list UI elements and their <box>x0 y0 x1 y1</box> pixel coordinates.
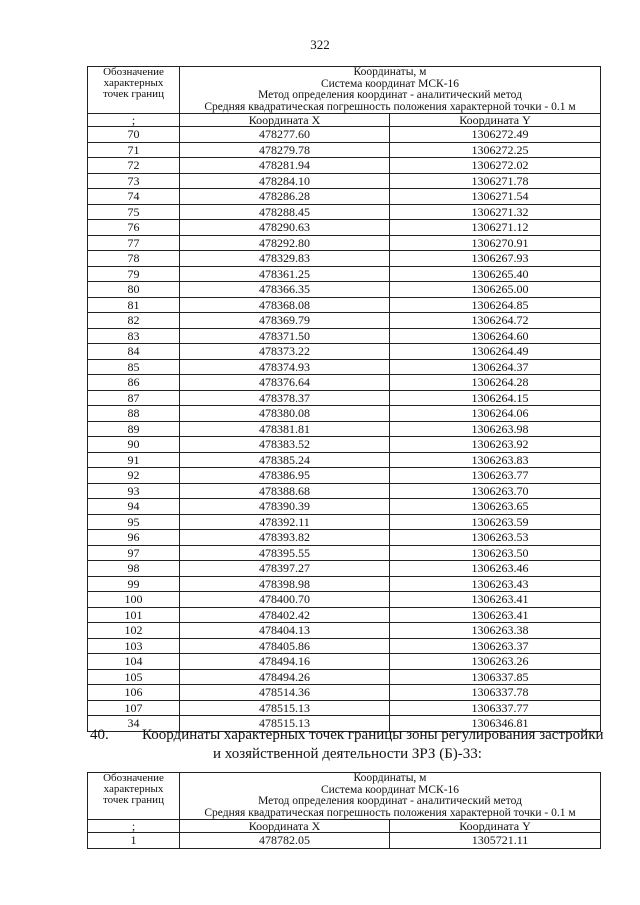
point-designation-header-line: характерных <box>103 783 164 795</box>
coordinate-x: 478397.27 <box>180 561 390 577</box>
point-number: 85 <box>88 359 180 375</box>
coordinates-header-line: Средняя квадратическая погрешность положения характерной точки - 0.1 м <box>204 100 576 113</box>
table-row <box>88 561 601 577</box>
point-number: 72 <box>88 158 180 174</box>
colon-cell: ; <box>88 820 180 833</box>
point-number: 77 <box>88 235 180 251</box>
table-row <box>88 499 601 515</box>
coordinate-x: 478388.68 <box>180 483 390 499</box>
point-number: 98 <box>88 561 180 577</box>
coordinate-y: 1306337.78 <box>390 685 601 701</box>
coordinate-y: 1306263.65 <box>390 499 601 515</box>
coordinate-x: 478398.98 <box>180 576 390 592</box>
coordinate-x: 478782.05 <box>180 833 390 849</box>
point-number: 83 <box>88 328 180 344</box>
coordinate-y: 1306271.78 <box>390 173 601 189</box>
table-row <box>88 297 601 313</box>
coordinate-y: 1306272.02 <box>390 158 601 174</box>
colon-cell: ; <box>88 114 180 127</box>
coordinate-y: 1306263.50 <box>390 545 601 561</box>
coordinate-y: 1306263.83 <box>390 452 601 468</box>
table-row <box>88 344 601 360</box>
coordinate-y: 1306264.15 <box>390 390 601 406</box>
section-title-line2: и хозяйственной деятельности ЗРЗ (Б)-33: <box>213 746 482 762</box>
point-number: 91 <box>88 452 180 468</box>
table-row <box>88 514 601 530</box>
coordinate-x: 478404.13 <box>180 623 390 639</box>
coordinate-x: 478494.16 <box>180 654 390 670</box>
table-row <box>88 576 601 592</box>
table-row <box>88 158 601 174</box>
point-number: 82 <box>88 313 180 329</box>
point-number: 34 <box>88 716 180 732</box>
coordinate-x: 478286.28 <box>180 189 390 205</box>
coordinate-y: 1306264.72 <box>390 313 601 329</box>
x-column-header: Координата X <box>180 114 390 127</box>
section-title-line1: Координаты характерных точек границы зоны регулирования застройки <box>142 727 604 743</box>
point-designation-header-line: характерных <box>103 77 164 89</box>
table-row <box>88 282 601 298</box>
table-row <box>88 375 601 391</box>
x-column-header: Координата X <box>180 820 390 833</box>
coordinate-x: 478369.79 <box>180 313 390 329</box>
coordinates-header-line: Система координат МСК-16 <box>320 77 460 90</box>
point-number: 100 <box>88 592 180 608</box>
coordinate-x: 478376.64 <box>180 375 390 391</box>
point-number: 88 <box>88 406 180 422</box>
table-row <box>88 452 601 468</box>
table-row <box>88 468 601 484</box>
table-row <box>88 483 601 499</box>
point-number: 96 <box>88 530 180 546</box>
coordinate-y: 1306263.41 <box>390 607 601 623</box>
coordinates-header-line: Метод определения координат - аналитический метод <box>258 89 522 101</box>
table-row <box>88 127 601 143</box>
coordinate-y: 1306346.81 <box>390 716 601 732</box>
coordinate-x: 478393.82 <box>180 530 390 546</box>
coordinate-y: 1306263.41 <box>390 592 601 608</box>
coordinate-x: 478390.39 <box>180 499 390 515</box>
coordinate-y: 1306263.77 <box>390 468 601 484</box>
table-row <box>88 421 601 437</box>
point-number: 1 <box>88 833 180 849</box>
section-number: 40. <box>90 727 109 743</box>
coordinate-y: 1306263.37 <box>390 638 601 654</box>
point-number: 74 <box>88 189 180 205</box>
coordinate-y: 1306265.00 <box>390 282 601 298</box>
point-designation-header-line: точек границ <box>103 88 164 100</box>
point-designation-header-line: Обозначение <box>103 772 164 784</box>
coordinate-x: 478371.50 <box>180 328 390 344</box>
coordinate-x: 478368.08 <box>180 297 390 313</box>
coordinate-x: 478329.83 <box>180 251 390 267</box>
coordinate-y: 1306270.91 <box>390 235 601 251</box>
coordinate-x: 478405.86 <box>180 638 390 654</box>
table-row <box>88 530 601 546</box>
coordinate-y: 1306271.32 <box>390 204 601 220</box>
coordinate-x: 478279.78 <box>180 142 390 158</box>
table-row <box>88 638 601 654</box>
coordinate-y: 1306264.60 <box>390 328 601 344</box>
table-row <box>88 437 601 453</box>
coordinates-header-line: Координаты, м <box>353 66 427 78</box>
point-number: 73 <box>88 173 180 189</box>
coordinate-x: 478361.25 <box>180 266 390 282</box>
coordinate-y: 1306263.43 <box>390 576 601 592</box>
page-number: 322 <box>310 37 330 52</box>
table-row <box>88 220 601 236</box>
coordinate-y: 1306263.92 <box>390 437 601 453</box>
table-row <box>88 623 601 639</box>
table-row <box>88 142 601 158</box>
table-row <box>88 390 601 406</box>
coordinate-y: 1306271.12 <box>390 220 601 236</box>
coordinates-header-line: Средняя квадратическая погрешность положения характерной точки - 0.1 м <box>204 806 576 819</box>
table-row <box>88 204 601 220</box>
coordinate-y: 1306263.53 <box>390 530 601 546</box>
coordinate-x: 478380.08 <box>180 406 390 422</box>
coordinate-x: 478288.45 <box>180 204 390 220</box>
point-number: 106 <box>88 685 180 701</box>
table-row <box>88 313 601 329</box>
table-row <box>88 406 601 422</box>
coordinate-y: 1306265.40 <box>390 266 601 282</box>
point-number: 103 <box>88 638 180 654</box>
coordinate-y: 1306263.98 <box>390 421 601 437</box>
table-row <box>88 173 601 189</box>
point-number: 107 <box>88 700 180 716</box>
point-designation-header-line: Обозначение <box>103 66 164 78</box>
table-row <box>88 545 601 561</box>
point-number: 94 <box>88 499 180 515</box>
table-row <box>88 700 601 716</box>
point-number: 102 <box>88 623 180 639</box>
coordinate-y: 1306264.06 <box>390 406 601 422</box>
coordinate-x: 478386.95 <box>180 468 390 484</box>
point-designation-header <box>88 773 180 820</box>
coordinate-x: 478515.13 <box>180 700 390 716</box>
coordinate-x: 478366.35 <box>180 282 390 298</box>
coordinate-x: 478514.36 <box>180 685 390 701</box>
table-row <box>88 266 601 282</box>
coordinate-y: 1306264.28 <box>390 375 601 391</box>
point-number: 75 <box>88 204 180 220</box>
y-column-header: Координата Y <box>390 114 601 127</box>
coordinate-x: 478494.26 <box>180 669 390 685</box>
table-row <box>88 251 601 267</box>
coordinate-y: 1306337.77 <box>390 700 601 716</box>
coordinate-x: 478378.37 <box>180 390 390 406</box>
coordinate-x: 478284.10 <box>180 173 390 189</box>
table-row <box>88 359 601 375</box>
point-number: 89 <box>88 421 180 437</box>
point-number: 86 <box>88 375 180 391</box>
coordinates-header-line: Метод определения координат - аналитический метод <box>258 795 522 807</box>
coordinate-y: 1306264.49 <box>390 344 601 360</box>
coordinate-x: 478385.24 <box>180 452 390 468</box>
point-number: 93 <box>88 483 180 499</box>
point-number: 90 <box>88 437 180 453</box>
coordinate-x: 478515.13 <box>180 716 390 732</box>
coordinates-header <box>180 773 601 820</box>
coordinates-table-1 <box>87 66 601 732</box>
coordinate-y: 1306264.37 <box>390 359 601 375</box>
table-row <box>88 833 601 849</box>
coordinate-x: 478392.11 <box>180 514 390 530</box>
point-number: 79 <box>88 266 180 282</box>
y-column-header: Координата Y <box>390 820 601 833</box>
point-number: 78 <box>88 251 180 267</box>
point-number: 99 <box>88 576 180 592</box>
point-number: 92 <box>88 468 180 484</box>
table-row <box>88 669 601 685</box>
table-row <box>88 328 601 344</box>
coordinate-x: 478292.80 <box>180 235 390 251</box>
point-number: 76 <box>88 220 180 236</box>
point-number: 101 <box>88 607 180 623</box>
coordinate-x: 478374.93 <box>180 359 390 375</box>
coordinate-y: 1306272.49 <box>390 127 601 143</box>
table-row <box>88 235 601 251</box>
coordinate-y: 1306267.93 <box>390 251 601 267</box>
coordinate-y: 1306263.59 <box>390 514 601 530</box>
coordinates-table-2 <box>87 772 601 849</box>
point-number: 87 <box>88 390 180 406</box>
point-number: 70 <box>88 127 180 143</box>
coordinate-y: 1306264.85 <box>390 297 601 313</box>
coordinate-x: 478383.52 <box>180 437 390 453</box>
point-number: 95 <box>88 514 180 530</box>
point-designation-header-line: точек границ <box>103 794 164 806</box>
coordinate-x: 478402.42 <box>180 607 390 623</box>
point-number: 84 <box>88 344 180 360</box>
point-number: 80 <box>88 282 180 298</box>
coordinates-header-line: Система координат МСК-16 <box>320 783 460 796</box>
coordinate-y: 1306263.70 <box>390 483 601 499</box>
point-number: 105 <box>88 669 180 685</box>
coordinate-y: 1306263.38 <box>390 623 601 639</box>
coordinate-x: 478395.55 <box>180 545 390 561</box>
table-row <box>88 654 601 670</box>
coordinate-x: 478290.63 <box>180 220 390 236</box>
point-number: 97 <box>88 545 180 561</box>
coordinate-x: 478277.60 <box>180 127 390 143</box>
coordinate-y: 1306272.25 <box>390 142 601 158</box>
coordinates-header <box>180 67 601 114</box>
table-row <box>88 189 601 205</box>
point-designation-header <box>88 67 180 114</box>
coordinate-x: 478381.81 <box>180 421 390 437</box>
point-number: 104 <box>88 654 180 670</box>
coordinate-y: 1306263.26 <box>390 654 601 670</box>
coordinate-x: 478281.94 <box>180 158 390 174</box>
point-number: 81 <box>88 297 180 313</box>
coordinate-y: 1306271.54 <box>390 189 601 205</box>
coordinate-x: 478400.70 <box>180 592 390 608</box>
table-row <box>88 685 601 701</box>
coordinate-y: 1306263.46 <box>390 561 601 577</box>
point-number: 71 <box>88 142 180 158</box>
table-row <box>88 607 601 623</box>
coordinates-header-line: Координаты, м <box>353 772 427 784</box>
coordinate-y: 1305721.11 <box>390 833 601 849</box>
coordinate-y: 1306337.85 <box>390 669 601 685</box>
table-row <box>88 592 601 608</box>
coordinate-x: 478373.22 <box>180 344 390 360</box>
